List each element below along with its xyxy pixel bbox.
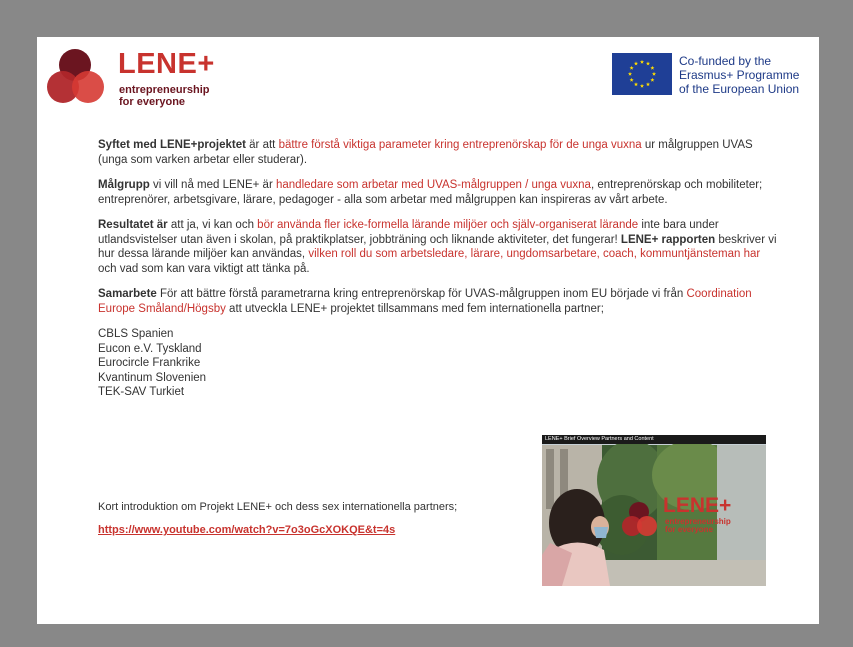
video-thumbnail[interactable] — [542, 435, 766, 586]
partner-item: Kvantinum Slovenien — [98, 371, 207, 384]
text-run: att utveckla LENE+ projektet tillsammans med fem internationella partner; — [225, 302, 604, 315]
text-run: och vad som kan vara viktigt att tänka på. — [98, 262, 310, 275]
cooperation-lead: Samarbete — [98, 288, 157, 300]
video-logo-title: LENE+ — [663, 494, 732, 517]
paragraph-target-group — [98, 178, 778, 207]
lene-logo — [46, 47, 246, 107]
eu-text — [679, 54, 799, 96]
youtube-link[interactable]: https://www.youtube.com/watch?v=7o3oGcXOKQE&t=4s — [98, 524, 396, 536]
paragraph-purpose — [98, 138, 778, 167]
text-run: inte bara under utlandsvistelser utan även i skolan, på praktikplatser, jobbträning och liknande aktiviteter, det fungerar! — [98, 219, 719, 246]
eu-text-line1: Co-funded by the — [679, 54, 772, 68]
eu-text-line2: Erasmus+ Programme — [679, 68, 800, 82]
highlight-run: bättre förstå viktiga parameter kring entreprenörskap för de unga vuxna — [278, 139, 642, 151]
text-run: vi vill nå med LENE+ är — [149, 179, 276, 191]
eu-text-line3: of the European Union — [679, 82, 800, 96]
logo-subtitle-line1: entrepreneurship — [119, 84, 210, 96]
partner-list — [98, 327, 778, 400]
eu-flag-icon — [612, 53, 672, 95]
text-run: ur målgruppen UVAS (unga som varken arbetar eller studerar). — [98, 139, 753, 166]
paragraph-cooperation — [98, 287, 778, 316]
video-logo-circles-icon — [542, 435, 766, 586]
logo-subtitle-line2: for everyone — [119, 96, 186, 108]
logo-subtitle — [119, 84, 209, 108]
partner-item: Eurocircle Frankrike — [98, 357, 201, 369]
purpose-lead: Syftet med LENE+projektet — [98, 139, 246, 151]
video-logo-subtitle-line2: for everyone — [665, 525, 714, 534]
highlight-run: vilken roll du som arbetsledare, lärare, ungdomsarbetare, coach, kommuntjänsteman har — [308, 248, 761, 260]
video-title: LENE+ Brief Overview Partners and Content — [542, 435, 766, 444]
highlight-run: bör använda fler icke-formella lärande miljöer och själv-organiserat lärande — [257, 219, 639, 231]
text-run: beskriver vi hur dessa lärande miljöer kan användas, — [98, 233, 777, 260]
intro-text: Kort introduktion om Projekt LENE+ och dess sex internationella partners; — [98, 501, 458, 513]
partner-item: Eucon e.V. Tyskland — [98, 342, 202, 355]
partner-item: TEK-SAV Turkiet — [98, 386, 185, 398]
document-page — [37, 37, 819, 624]
highlight-run: handledare som arbetar med UVAS-målgruppen / unga vuxna — [275, 179, 591, 191]
text-run: För att bättre förstå parametrarna kring entreprenörskap för UVAS-målgruppen inom EU började vi från — [156, 288, 687, 300]
result-lead: Resultatet är — [98, 219, 168, 231]
eu-cofunded-badge — [612, 53, 812, 97]
text-run: är att — [245, 139, 279, 151]
video-logo-subtitle — [665, 518, 731, 534]
highlight-run: Coordination Europe Småland/Högsby — [98, 288, 752, 315]
report-name: LENE+ rapporten — [620, 233, 716, 246]
text-run: , entreprenörskap och mobiliteter; entreprenörer, arbetsgivare, lärare, pedagoger - alla som arbetar med målgruppen kan inspireras av vårt arbete. — [98, 179, 763, 206]
target-group-lead: Målgrupp — [98, 179, 150, 191]
paragraph-result — [98, 218, 778, 276]
text-run: att ja, vi kan och — [167, 219, 258, 231]
logo-title: LENE+ — [118, 48, 215, 80]
video-logo-subtitle-line1: entrepreneurship — [665, 517, 731, 526]
partner-item: CBLS Spanien — [98, 328, 174, 340]
lene-circles-icon — [46, 47, 108, 105]
main-text — [98, 138, 778, 400]
